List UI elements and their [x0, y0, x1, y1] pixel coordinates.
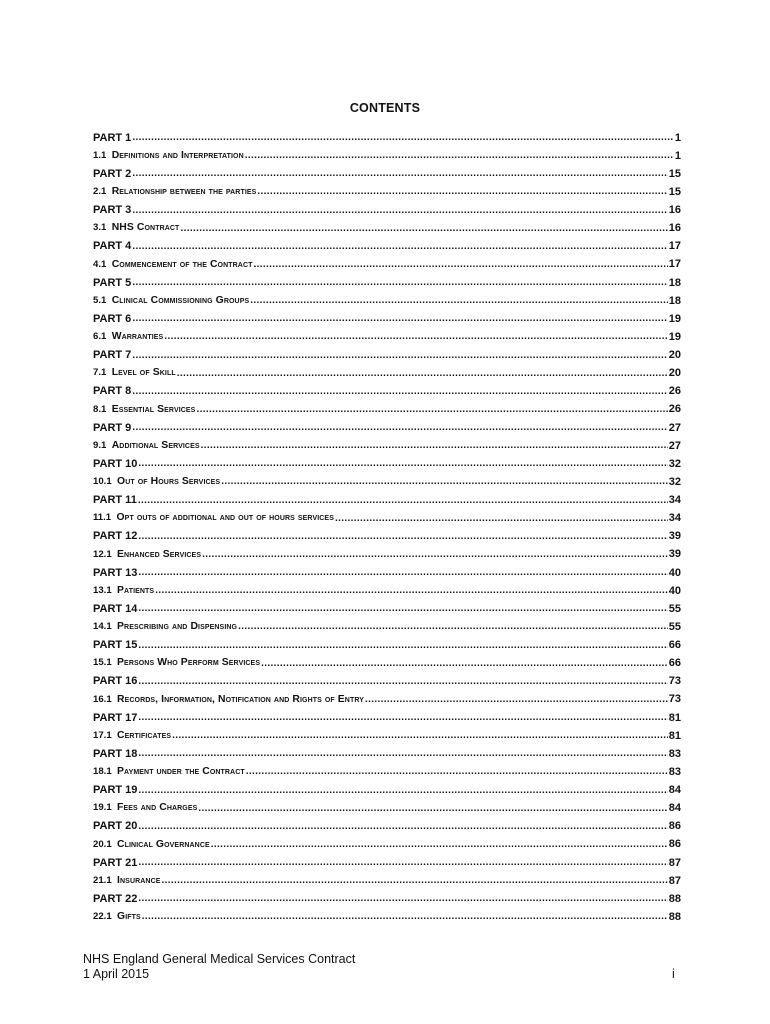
toc-entry-label	[93, 459, 137, 470]
toc-entry-page: 16	[668, 204, 681, 217]
toc-dot-leader	[142, 912, 668, 922]
toc-entry-page: 17	[668, 258, 681, 271]
toc-entry-page: 32	[668, 475, 681, 488]
footer-page-number: i	[672, 967, 675, 981]
toc-dot-leader	[180, 224, 667, 234]
toc-entry-page: 88	[668, 910, 681, 923]
toc-entry-page: 86	[668, 820, 681, 833]
toc-entry-page: 40	[668, 566, 681, 579]
toc-section-entry[interactable]	[93, 256, 681, 274]
toc-dot-leader	[246, 767, 668, 777]
toc-dot-leader	[138, 786, 667, 796]
toc-section-entry[interactable]	[93, 691, 681, 709]
toc-entry-page: 39	[668, 548, 681, 561]
toc-entry-label	[93, 169, 131, 180]
toc-entry-label	[93, 531, 137, 542]
toc-dot-leader	[365, 695, 668, 705]
toc-part-entry[interactable]	[93, 673, 681, 691]
toc-part-entry[interactable]	[93, 419, 681, 437]
toc-entry-label	[93, 332, 163, 342]
toc-entry-number: 6.1	[93, 331, 107, 343]
toc-entry-number: 8.1	[93, 403, 107, 415]
toc-dot-leader	[132, 314, 667, 324]
toc-dot-leader	[155, 586, 668, 596]
toc-entry-number: PART 16	[93, 675, 138, 688]
toc-entry-number: 7.1	[93, 367, 107, 379]
toc-section-entry[interactable]	[93, 727, 681, 745]
toc-entry-number: 3.1	[93, 222, 107, 234]
toc-section-entry[interactable]	[93, 546, 681, 564]
toc-entry-page: 15	[668, 167, 681, 180]
toc-entry-title: Out of Hours Services	[117, 476, 221, 488]
toc-entry-label	[93, 477, 220, 487]
toc-entry-label	[93, 749, 137, 760]
toc-entry-number: PART 12	[93, 530, 138, 543]
toc-dot-leader	[198, 804, 667, 814]
toc-part-entry[interactable]	[93, 854, 681, 872]
toc-entry-title: NHS Contract	[111, 222, 180, 234]
toc-entry-title: Insurance	[117, 874, 161, 886]
toc-entry-label	[93, 785, 137, 796]
toc-dot-leader	[172, 731, 668, 741]
toc-section-entry[interactable]	[93, 800, 681, 818]
toc-entry-number: PART 7	[93, 349, 132, 362]
toc-dot-leader	[138, 604, 667, 614]
toc-entry-number: PART 18	[93, 747, 138, 760]
toc-part-entry[interactable]	[93, 528, 681, 546]
toc-entry-label	[93, 441, 200, 451]
toc-entry-label	[93, 658, 260, 668]
toc-section-entry[interactable]	[93, 183, 681, 201]
toc-dot-leader	[245, 151, 674, 161]
toc-entry-page: 40	[668, 584, 681, 597]
toc-entry-title: Prescribing and Dispensing	[117, 621, 238, 633]
toc-entry-number: PART 8	[93, 385, 132, 398]
toc-dot-leader	[138, 749, 667, 759]
toc-dot-leader	[164, 332, 667, 342]
toc-dot-leader	[138, 496, 668, 506]
toc-section-entry[interactable]	[93, 872, 681, 890]
toc-entry-label	[93, 640, 137, 651]
toc-dot-leader	[138, 641, 667, 651]
toc-entry-number: PART 19	[93, 784, 138, 797]
toc-part-entry[interactable]	[93, 818, 681, 836]
toc-entry-title: Fees and Charges	[117, 802, 198, 814]
toc-entry-page: 26	[668, 385, 681, 398]
toc-dot-leader	[261, 659, 668, 669]
toc-dot-leader	[138, 568, 667, 578]
toc-section-entry[interactable]	[93, 437, 681, 455]
toc-entry-number: 2.1	[93, 186, 107, 198]
toc-entry-number: 11.1	[93, 512, 112, 524]
toc-entry-label	[93, 350, 131, 361]
toc-section-entry[interactable]	[93, 836, 681, 854]
toc-entry-label	[93, 260, 252, 270]
toc-entry-label	[93, 296, 249, 306]
toc-entry-number: PART 11	[93, 494, 137, 507]
toc-entry-title: Clinical Governance	[117, 838, 210, 850]
toc-part-entry[interactable]	[93, 310, 681, 328]
toc-entry-number: PART 17	[93, 711, 138, 724]
toc-entry-label	[93, 695, 364, 705]
page-title: CONTENTS	[349, 101, 421, 115]
toc-entry-label	[93, 386, 131, 397]
toc-dot-leader	[238, 622, 668, 632]
toc-entry-number: 14.1	[93, 621, 112, 633]
toc-dot-leader	[177, 369, 668, 379]
toc-entry-page: 66	[668, 639, 681, 652]
toc-entry-label	[93, 912, 141, 922]
toc-entry-page: 55	[668, 620, 681, 633]
toc-section-entry[interactable]	[93, 473, 681, 491]
toc-entry-page: 83	[668, 747, 681, 760]
toc-entry-number: PART 9	[93, 421, 132, 434]
toc-entry-label	[93, 151, 244, 161]
toc-entry-number: PART 5	[93, 276, 132, 289]
toc-part-entry[interactable]	[93, 165, 681, 183]
toc-dot-leader	[138, 822, 667, 832]
toc-entry-number: 22.1	[93, 911, 112, 923]
toc-dot-leader	[202, 550, 668, 560]
toc-dot-leader	[132, 351, 667, 361]
toc-entry-label	[93, 876, 161, 886]
toc-entry-page: 26	[668, 403, 681, 416]
toc-part-entry[interactable]	[93, 709, 681, 727]
toc-entry-page: 81	[668, 711, 681, 724]
toc-part-entry[interactable]	[93, 274, 681, 292]
toc-entry-label	[93, 840, 210, 850]
toc-entry-page: 55	[668, 602, 681, 615]
toc-dot-leader	[132, 133, 674, 143]
toc-entry-label	[93, 187, 256, 197]
toc-entry-page: 34	[668, 512, 681, 525]
toc-section-entry[interactable]	[93, 147, 681, 165]
toc-entry-number: PART 10	[93, 457, 138, 470]
toc-entry-label	[93, 241, 131, 252]
toc-entry-label	[93, 405, 195, 415]
toc-entry-label	[93, 821, 137, 832]
toc-dot-leader	[138, 713, 667, 723]
toc-section-entry[interactable]	[93, 401, 681, 419]
toc-entry-title: Relationship between the parties	[111, 186, 257, 198]
toc-entry-number: PART 22	[93, 892, 138, 905]
toc-entry-number: 5.1	[93, 294, 107, 306]
toc-entry-page: 86	[668, 838, 681, 851]
toc-entry-page: 34	[668, 494, 681, 507]
toc-entry-label	[93, 550, 201, 560]
toc-entry-number: 15.1	[93, 657, 112, 669]
toc-entry-title: Persons Who Perform Services	[117, 657, 261, 669]
toc-dot-leader	[132, 278, 667, 288]
toc-part-entry[interactable]	[93, 637, 681, 655]
toc-entry-number: 19.1	[93, 802, 112, 814]
toc-dot-leader	[132, 206, 667, 216]
toc-entry-page: 73	[668, 675, 681, 688]
toc-dot-leader	[162, 876, 668, 886]
toc-entry-title: Patients	[117, 584, 155, 596]
toc-dot-leader	[132, 169, 667, 179]
toc-part-entry[interactable]	[93, 129, 681, 147]
toc-entry-label	[93, 513, 334, 523]
table-of-contents	[93, 129, 681, 927]
toc-part-entry[interactable]	[93, 202, 681, 220]
toc-entry-title: Gifts	[117, 911, 141, 923]
toc-entry-page: 84	[668, 784, 681, 797]
toc-entry-number: PART 21	[93, 856, 138, 869]
toc-entry-label	[93, 767, 245, 777]
toc-dot-leader	[201, 441, 668, 451]
toc-entry-page: 19	[668, 330, 681, 343]
toc-entry-number: 13.1	[93, 584, 112, 596]
toc-entry-page: 20	[668, 367, 681, 380]
toc-entry-label	[93, 604, 137, 615]
toc-entry-page: 66	[668, 657, 681, 670]
toc-entry-label	[93, 278, 131, 289]
toc-entry-number: 12.1	[93, 548, 112, 560]
toc-entry-page: 73	[668, 693, 681, 706]
toc-dot-leader	[138, 532, 667, 542]
toc-entry-page: 27	[668, 439, 681, 452]
toc-entry-number: 20.1	[93, 838, 112, 850]
toc-entry-number: 9.1	[93, 439, 107, 451]
toc-entry-number: 10.1	[93, 476, 112, 488]
toc-entry-number: 18.1	[93, 766, 112, 778]
toc-entry-title: Payment under the Contract	[117, 766, 245, 778]
toc-dot-leader	[138, 677, 667, 687]
toc-section-entry[interactable]	[93, 365, 681, 383]
footer-document-title: NHS England General Medical Services Contract	[83, 952, 356, 966]
toc-entry-number: PART 20	[93, 820, 138, 833]
toc-entry-page: 32	[668, 457, 681, 470]
toc-dot-leader	[211, 840, 668, 850]
toc-entry-number: 17.1	[93, 729, 112, 741]
toc-entry-label	[93, 223, 179, 233]
toc-entry-label	[93, 586, 154, 596]
toc-section-entry[interactable]	[93, 908, 681, 926]
toc-entry-page: 17	[668, 240, 681, 253]
toc-entry-number: PART 3	[93, 204, 132, 217]
toc-entry-number: 4.1	[93, 258, 107, 270]
toc-entry-page: 16	[668, 222, 681, 235]
toc-part-entry[interactable]	[93, 347, 681, 365]
toc-entry-label	[93, 133, 131, 144]
toc-entry-title: Level of Skill	[111, 367, 176, 379]
toc-entry-page: 1	[674, 131, 681, 144]
toc-entry-title: Commencement of the Contract	[111, 258, 253, 270]
toc-dot-leader	[221, 477, 668, 487]
toc-part-entry[interactable]	[93, 564, 681, 582]
toc-part-entry[interactable]	[93, 890, 681, 908]
toc-entry-page: 88	[668, 892, 681, 905]
toc-part-entry[interactable]	[93, 455, 681, 473]
toc-entry-page: 83	[668, 765, 681, 778]
toc-entry-number: PART 4	[93, 240, 132, 253]
toc-entry-label	[93, 622, 237, 632]
toc-entry-title: Essential Services	[111, 403, 196, 415]
toc-entry-number: 21.1	[93, 874, 112, 886]
toc-entry-page: 27	[668, 421, 681, 434]
toc-dot-leader	[132, 387, 667, 397]
toc-entry-page: 84	[668, 802, 681, 815]
toc-dot-leader	[132, 423, 667, 433]
toc-entry-label	[93, 368, 176, 378]
toc-entry-page: 81	[668, 729, 681, 742]
toc-dot-leader	[138, 858, 667, 868]
toc-part-entry[interactable]	[93, 745, 681, 763]
toc-section-entry[interactable]	[93, 220, 681, 238]
toc-dot-leader	[138, 459, 667, 469]
footer-date: 1 April 2015	[83, 967, 150, 981]
toc-entry-label	[93, 568, 137, 579]
toc-dot-leader	[335, 514, 668, 524]
toc-entry-number: PART 13	[93, 566, 138, 579]
toc-entry-page: 39	[668, 530, 681, 543]
toc-entry-page: 18	[668, 294, 681, 307]
toc-section-entry[interactable]	[93, 328, 681, 346]
toc-entry-label	[93, 205, 131, 216]
toc-entry-label	[93, 495, 137, 506]
toc-entry-label	[93, 731, 171, 741]
toc-section-entry[interactable]	[93, 510, 681, 528]
toc-dot-leader	[138, 894, 667, 904]
toc-entry-page: 18	[668, 276, 681, 289]
toc-entry-label	[93, 423, 131, 434]
toc-entry-title: Certificates	[117, 729, 172, 741]
toc-entry-number: 1.1	[93, 149, 107, 161]
toc-section-entry[interactable]	[93, 582, 681, 600]
toc-entry-number: PART 15	[93, 639, 138, 652]
toc-dot-leader	[196, 405, 667, 415]
toc-section-entry[interactable]	[93, 292, 681, 310]
toc-part-entry[interactable]	[93, 238, 681, 256]
toc-entry-title: Opt outs of additional and out of hours services	[116, 512, 334, 524]
toc-entry-page: 20	[668, 349, 681, 362]
toc-part-entry[interactable]	[93, 782, 681, 800]
toc-entry-title: Enhanced Services	[117, 548, 202, 560]
toc-section-entry[interactable]	[93, 655, 681, 673]
toc-part-entry[interactable]	[93, 492, 681, 510]
toc-entry-label	[93, 858, 137, 869]
toc-entry-number: PART 1	[93, 131, 132, 144]
toc-entry-number: PART 6	[93, 312, 132, 325]
toc-entry-title: Records, Information, Notification and Rights of Entry	[117, 693, 364, 705]
toc-section-entry[interactable]	[93, 763, 681, 781]
toc-entry-page: 15	[668, 185, 681, 198]
toc-section-entry[interactable]	[93, 618, 681, 636]
toc-entry-label	[93, 894, 137, 905]
toc-entry-label	[93, 803, 197, 813]
toc-part-entry[interactable]	[93, 600, 681, 618]
toc-dot-leader	[250, 296, 668, 306]
toc-entry-label	[93, 713, 137, 724]
toc-entry-page: 1	[674, 149, 681, 162]
toc-entry-page: 87	[668, 856, 681, 869]
toc-entry-label	[93, 676, 137, 687]
toc-entry-number: 16.1	[93, 693, 112, 705]
toc-entry-page: 19	[668, 312, 681, 325]
toc-entry-title: Clinical Commissioning Groups	[111, 294, 250, 306]
toc-entry-page: 87	[668, 874, 681, 887]
toc-entry-number: PART 14	[93, 602, 138, 615]
toc-entry-label	[93, 314, 131, 325]
toc-entry-title: Warranties	[111, 331, 164, 343]
toc-entry-title: Additional Services	[111, 439, 200, 451]
toc-part-entry[interactable]	[93, 383, 681, 401]
toc-entry-title: Definitions and Interpretation	[111, 149, 244, 161]
toc-dot-leader	[257, 187, 667, 197]
toc-dot-leader	[132, 242, 667, 252]
toc-dot-leader	[253, 260, 667, 270]
toc-entry-number: PART 2	[93, 167, 132, 180]
